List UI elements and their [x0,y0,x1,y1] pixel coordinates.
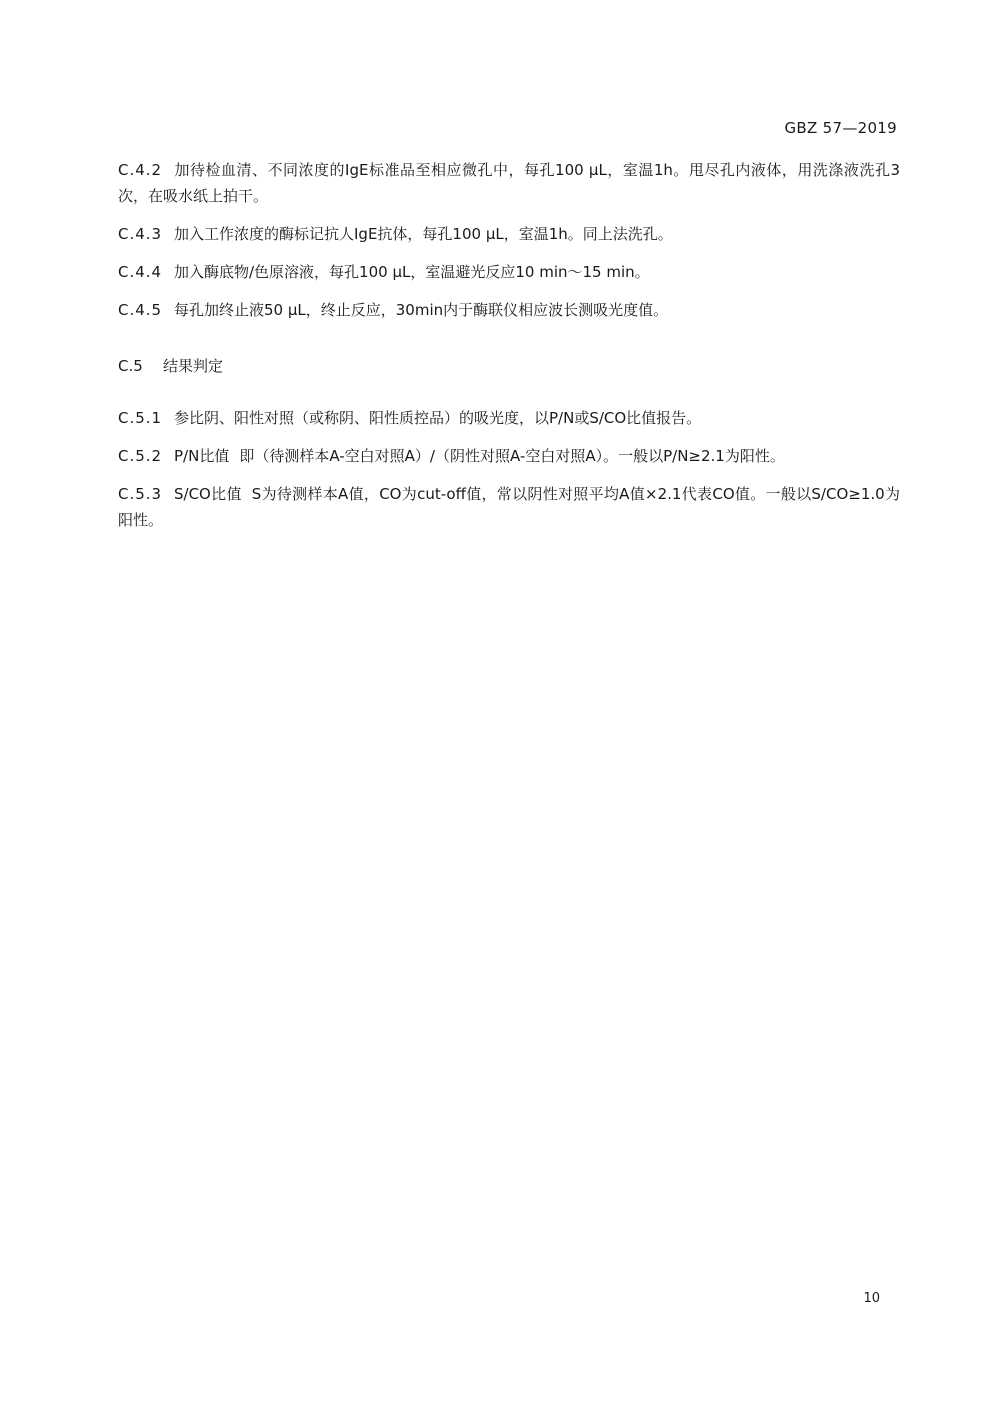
clause-text: 加入酶底物/色原溶液，每孔100 μL，室温避光反应10 min～15 min。 [174,263,650,281]
standard-code: GBZ 57—2019 [784,119,897,137]
clause-number: C.4.5 [118,301,163,319]
clause-c-4-5 [118,297,900,323]
procedure-clauses [118,157,900,323]
clause-term: P/N比值 [174,447,230,465]
clause-text: 加入工作浓度的酶标记抗人IgE抗体，每孔100 μL，室温1h。同上法洗孔。 [174,225,673,243]
clause-c-5-3 [118,481,900,533]
clause-number: C.5.2 [118,447,163,465]
clause-number: C.5.3 [118,485,163,503]
clause-c-5-1 [118,405,900,431]
clause-number: C.4.2 [118,161,163,179]
clause-c-4-4 [118,259,900,285]
page-number: 10 [863,1291,880,1306]
clause-number: C.4.3 [118,225,163,243]
clause-number: C.5.1 [118,409,163,427]
clause-text: 每孔加终止液50 μL，终止反应，30min内于酶联仪相应波长测吸光度值。 [174,301,669,319]
clause-c-4-3 [118,221,900,247]
section-heading [118,353,900,379]
clause-text: 加待检血清、不同浓度的IgE标准品至相应微孔中，每孔100 μL，室温1h。甩尽孔内液体，用洗涤液洗孔3次，在吸水纸上拍干。 [118,161,900,205]
section-title: 结果判定 [163,357,224,375]
section-number: C.5 [118,357,143,375]
clause-term: S/CO比值 [174,485,242,503]
result-clauses [118,405,900,533]
clause-c-5-2 [118,443,900,469]
clause-c-4-2 [118,157,900,209]
clause-text: 即（待测样本A-空白对照A）/（阴性对照A-空白对照A）。一般以P/N≥2.1为阳性。 [239,447,785,465]
clause-text: 参比阴、阳性对照（或称阴、阳性质控品）的吸光度，以P/N或S/CO比值报告。 [174,409,702,427]
clause-text: S为待测样本A值，CO为cut-off值，常以阴性对照平均A值×2.1代表CO值。一般以S/CO≥1.0为阳性。 [118,485,900,529]
clause-number: C.4.4 [118,263,163,281]
section-heading-block [118,353,900,379]
